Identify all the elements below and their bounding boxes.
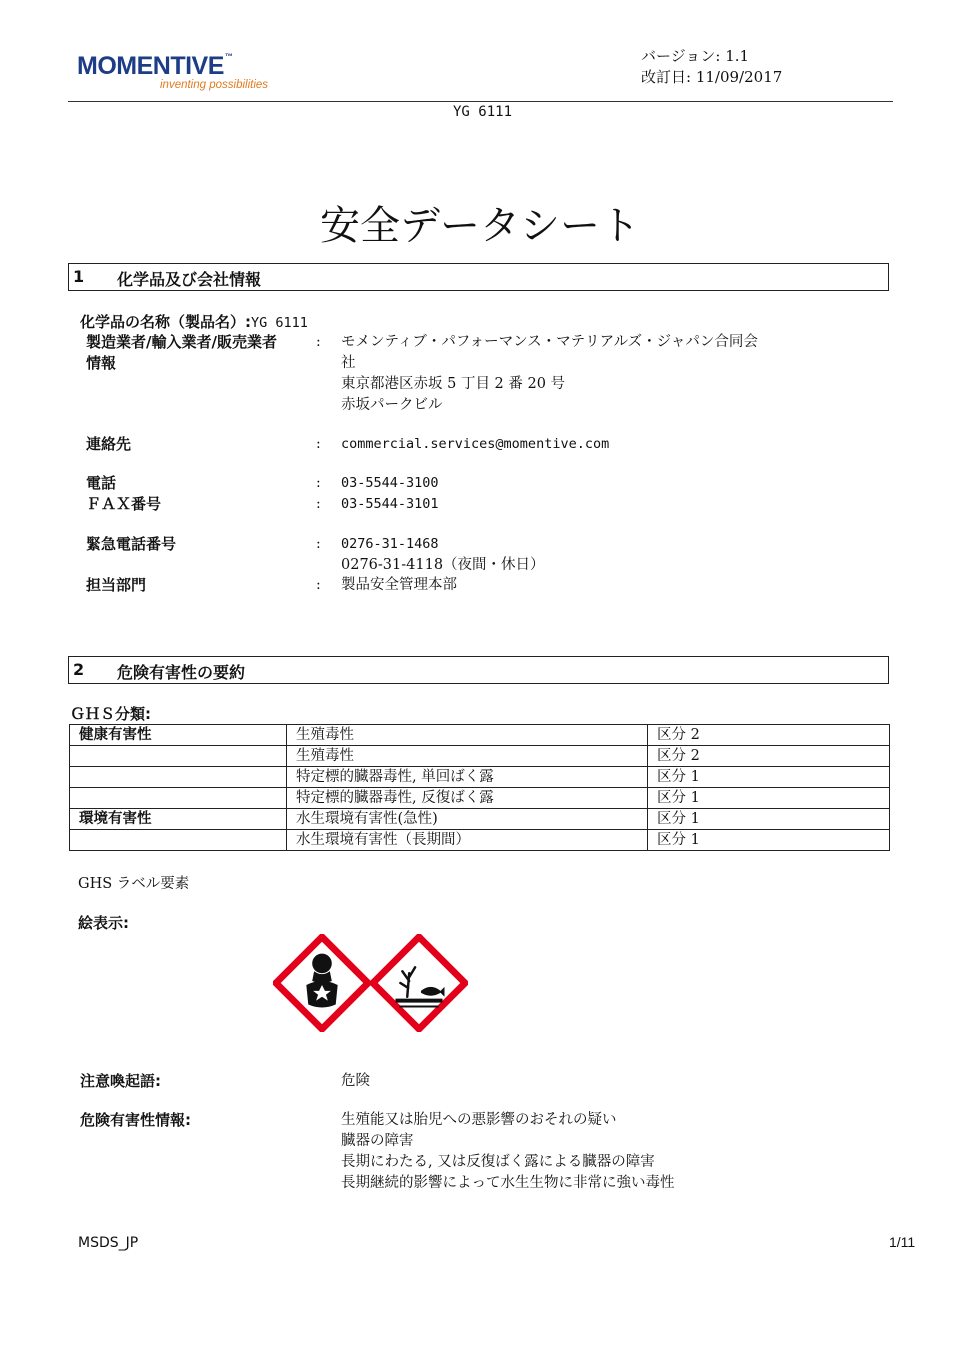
colon: : [316,577,321,593]
phone-value: 03-5544-3100 [341,475,439,491]
footer-doc-code: MSDS_JP [78,1235,139,1251]
emergency-phone-value [341,534,545,576]
emergency-phone-label: 緊急電話番号 [86,535,177,553]
page-title: 安全データシート [320,203,640,249]
table-row [70,830,890,851]
colon: : [316,436,321,452]
fax-value: 03-5544-3101 [341,496,439,512]
hazard-statement: 長期にわたる, 又は反復ばく露による臓器の障害 [341,1154,655,1170]
ghs-label-elements: GHS ラベル要素 [78,876,190,892]
logo-trademark: ™ [224,52,233,61]
colon: : [316,334,321,350]
contact-email[interactable]: commercial.services@momentive.com [341,436,610,452]
signal-word-value: 危険 [341,1073,370,1089]
table-cell: 環境有害性 [70,809,287,830]
version-text: バージョン: 1.1 [641,47,750,65]
product-name-label: 化学品の名称（製品名）: [80,313,251,331]
hazard-statement: 臓器の障害 [341,1133,414,1149]
health-hazard-icon [273,934,371,1032]
table-cell [70,830,287,851]
hazard-statement: 生殖能又は胎児への悪影響のおそれの疑い [341,1112,617,1128]
logo-tagline: inventing possibilities [160,79,269,91]
manufacturer-line: モメンティブ・パフォーマンス・マテリアルズ・ジャパン合同会 [341,334,758,350]
product-name-value: YG 6111 [251,315,308,331]
table-cell: 水生環境有害性（長期間） [287,830,648,851]
department-value: 製品安全管理本部 [341,577,457,593]
department-label: 担当部門 [86,576,147,594]
page-number: 1/11 [889,1234,916,1250]
table-row [70,809,890,830]
table-cell: 区分 2 [648,725,890,746]
table-row [70,767,890,788]
environment-icon [370,934,468,1032]
section-title: 化学品及び会社情報 [117,270,262,289]
table-cell: 区分 2 [648,746,890,767]
header-divider [68,101,893,102]
version-block [641,46,782,88]
ghs-classification-label: ＧＨＳ分類: [70,705,151,723]
table-cell: 区分 1 [648,830,890,851]
address-line: 赤坂パークビル [341,397,443,413]
emergency-phone-line: 0276-31-4118（夜間・休日） [341,557,545,573]
section-1-header [68,263,889,291]
table-cell [70,788,287,809]
hazard-statement: 長期継続的影響によって水生生物に非常に強い毒性 [341,1175,675,1191]
manufacturer-label-line1: 製造業者/輸入業者/販売業者 [86,333,277,351]
ghs-classification-table [69,724,890,851]
hazard-statements [341,1110,675,1194]
company-logo [77,52,232,81]
table-cell: 生殖毒性 [287,746,648,767]
table-row [70,725,890,746]
manufacturer-value [341,332,758,416]
colon: : [316,496,321,512]
contact-label: 連絡先 [86,435,132,453]
table-row [70,746,890,767]
manufacturer-label [86,332,277,374]
hazard-info-label: 危険有害性情報: [80,1111,191,1129]
table-cell: 水生環境有害性(急性) [287,809,648,830]
table-cell: 区分 1 [648,767,890,788]
pictogram-label: 絵表示: [78,914,129,932]
table-cell: 生殖毒性 [287,725,648,746]
table-cell: 区分 1 [648,809,890,830]
product-name-row [80,312,308,334]
table-cell: 特定標的臓器毒性, 単回ばく露 [287,767,648,788]
table-cell [70,746,287,767]
manufacturer-line: 社 [341,355,356,371]
fax-label: ＦＡＸ番号 [86,495,162,513]
product-code: YG 6111 [453,104,513,120]
phone-label: 電話 [86,474,117,492]
table-cell: 健康有害性 [70,725,287,746]
section-2-header [68,656,889,684]
table-cell: 特定標的臓器毒性, 反復ばく露 [287,788,648,809]
table-cell [70,767,287,788]
colon: : [316,536,321,552]
revision-date: 改訂日: 11/09/2017 [641,68,783,86]
emergency-phone-line: 0276-31-1468 [341,536,439,552]
table-row [70,788,890,809]
section-number: 1 [73,267,85,286]
colon: : [316,475,321,491]
address-line: 東京都港区赤坂 5 丁目 2 番 20 号 [341,376,566,392]
signal-word-label: 注意喚起語: [80,1072,161,1090]
table-cell: 区分 1 [648,788,890,809]
section-number: 2 [73,660,85,679]
section-title: 危険有害性の要約 [117,663,246,682]
manufacturer-label-line2: 情報 [86,354,117,372]
logo-text: MOMENTIVE [77,52,224,80]
